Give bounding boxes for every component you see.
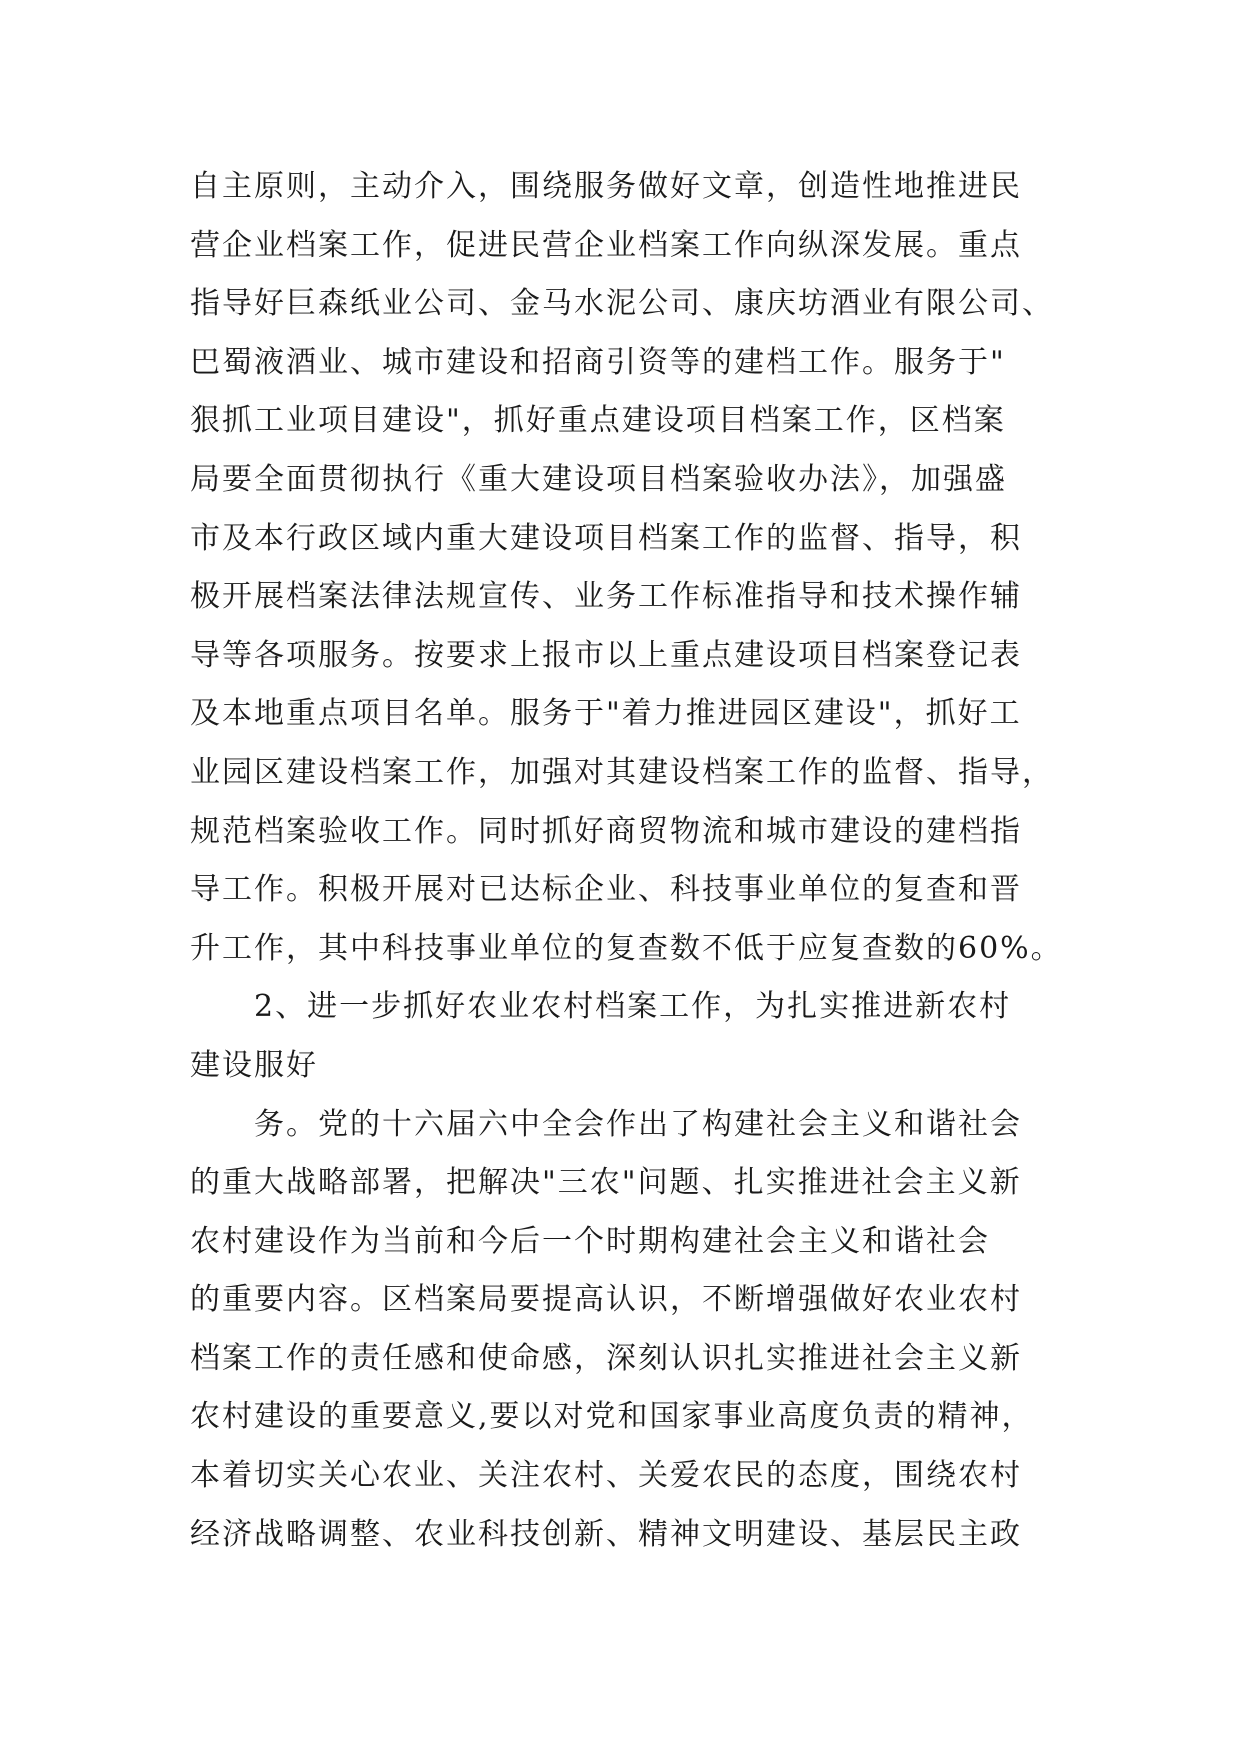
text-line: 营企业档案工作，促进民营企业档案工作向纵深发展。重点 — [190, 227, 1022, 263]
text-line: 及本地重点项目名单。服务于"着力推进园区建设"，抓好工 — [190, 696, 1022, 732]
text-line: 的重要内容。区档案局要提高认识，不断增强做好农业农村 — [190, 1282, 1022, 1318]
text-line: 务。党的十六届六中全会作出了构建社会主义和谐社会 — [254, 1106, 1022, 1142]
text-line: 业园区建设档案工作，加强对其建设档案工作的监督、指导， — [190, 754, 1054, 790]
text-line: 局要全面贯彻执行《重大建设项目档案验收办法》，加强盛 — [190, 461, 1007, 497]
text-line: 市及本行政区域内重大建设项目档案工作的监督、指导，积 — [190, 520, 1022, 556]
text-line: 规范档案验收工作。同时抓好商贸物流和城市建设的建档指 — [190, 813, 1022, 849]
text-line: 农村建设作为当前和今后一个时期构建社会主义和谐社会 — [190, 1223, 990, 1259]
text-line: 的重大战略部署，把解决"三农"问题、扎实推进社会主义新 — [190, 1165, 1022, 1201]
text-line: 巴蜀液酒业、城市建设和招商引资等的建档工作。服务于" — [190, 344, 1006, 380]
text-line: 指导好巨森纸业公司、金马水泥公司、康庆坊酒业有限公司、 — [190, 286, 1054, 322]
body-text — [190, 158, 1070, 1564]
text-line: 本着切实关心农业、关注农村、关爱农民的态度，围绕农村 — [190, 1458, 1022, 1494]
text-line: 建设服好 — [190, 1047, 318, 1083]
text-line: 狠抓工业项目建设"，抓好重点建设项目档案工作，区档案 — [190, 403, 1006, 439]
text-line: 导工作。积极开展对已达标企业、科技事业单位的复查和晋 — [190, 872, 1022, 908]
text-line: 升工作，其中科技事业单位的复查数不低于应复查数的60%。 — [190, 930, 1063, 966]
text-line: 自主原则，主动介入，围绕服务做好文章，创造性地推进民 — [190, 169, 1022, 204]
text-line: 极开展档案法律法规宣传、业务工作标准指导和技术操作辅 — [190, 579, 1022, 615]
text-line: 导等各项服务。按要求上报市以上重点建设项目档案登记表 — [190, 637, 1022, 673]
text-line: 农村建设的重要意义,要以对党和国家事业高度负责的精神， — [190, 1399, 1034, 1435]
text-line: 档案工作的责任感和使命感，深刻认识扎实推进社会主义新 — [190, 1340, 1022, 1376]
text-line: 2、进一步抓好农业农村档案工作，为扎实推进新农村 — [254, 989, 1012, 1025]
text-line: 经济战略调整、农业科技创新、精神文明建设、基层民主政 — [190, 1516, 1022, 1552]
